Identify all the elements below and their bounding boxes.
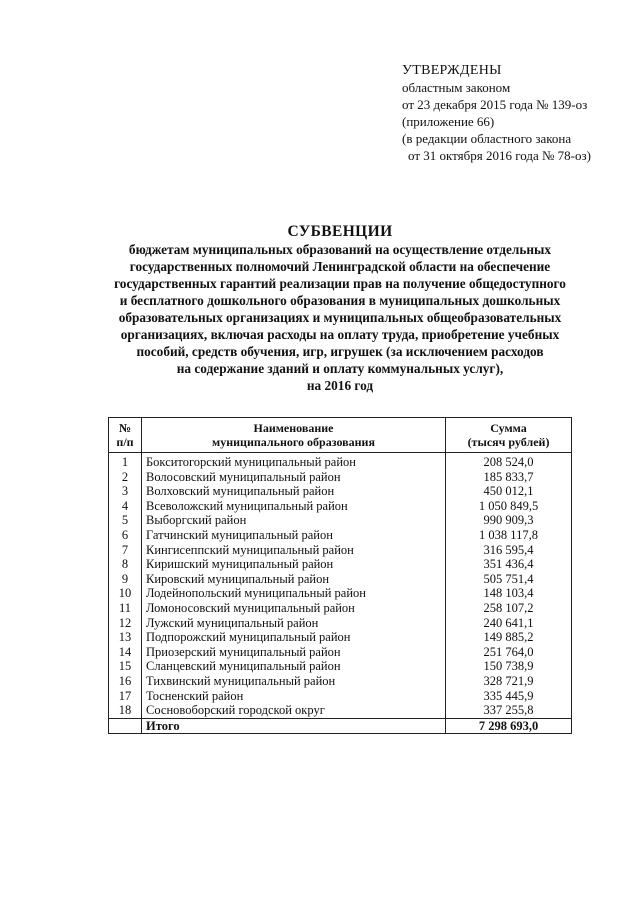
row-sum: 1 038 117,8	[446, 528, 572, 543]
row-name: Волосовский муниципальный район	[142, 470, 446, 485]
title-line: на содержание зданий и оплату коммунальных услуг),	[176, 361, 504, 376]
title-line: организациях, включая расходы на оплату труда, приобретение учебных	[120, 327, 560, 342]
row-name: Приозерский муниципальный район	[142, 645, 446, 660]
title-line: образовательных организациях и муниципальных общеобразовательных	[118, 310, 562, 325]
row-name: Тосненский район	[142, 689, 446, 704]
row-sum: 185 833,7	[446, 470, 572, 485]
row-sum: 251 764,0	[446, 645, 572, 660]
table-header-row	[109, 418, 572, 453]
row-sum: 316 595,4	[446, 543, 572, 558]
table-row	[109, 630, 572, 645]
title-line: государственных полномочий Ленинградской области на обеспечение	[129, 259, 551, 274]
row-num: 7	[109, 543, 142, 558]
row-num: 13	[109, 630, 142, 645]
table-row	[109, 572, 572, 587]
header-num-line1: №	[118, 421, 132, 435]
table-row	[109, 689, 572, 704]
approval-stamp	[402, 62, 591, 164]
row-num: 9	[109, 572, 142, 587]
total-label: Итого	[142, 718, 446, 734]
row-num: 10	[109, 586, 142, 601]
table-row	[109, 616, 572, 631]
header-sum-line2: (тысяч рублей)	[467, 435, 550, 449]
subventions-table	[108, 417, 572, 734]
total-sum: 7 298 693,0	[446, 718, 572, 734]
row-num: 17	[109, 689, 142, 704]
table-row	[109, 453, 572, 470]
row-name: Киришский муниципальный район	[142, 557, 446, 572]
row-num: 2	[109, 470, 142, 485]
row-sum: 240 641,1	[446, 616, 572, 631]
total-num	[109, 718, 142, 734]
header-sum	[446, 418, 572, 453]
row-sum: 148 103,4	[446, 586, 572, 601]
row-sum: 149 885,2	[446, 630, 572, 645]
table-row	[109, 470, 572, 485]
row-sum: 505 751,4	[446, 572, 572, 587]
table-row	[109, 659, 572, 674]
row-num: 4	[109, 499, 142, 514]
row-name: Бокситогорский муниципальный район	[142, 453, 446, 470]
title-line: и бесплатного дошкольного образования в муниципальных дошкольных	[119, 293, 561, 308]
title-line: бюджетам муниципальных образований на осуществление отдельных	[128, 242, 552, 257]
table-row	[109, 601, 572, 616]
header-name	[142, 418, 446, 453]
row-num: 14	[109, 645, 142, 660]
row-name: Лодейнопольский муниципальный район	[142, 586, 446, 601]
table-row	[109, 674, 572, 689]
row-num: 12	[109, 616, 142, 631]
row-name: Всеволожский муниципальный район	[142, 499, 446, 514]
row-name: Сосновоборский городской округ	[142, 703, 446, 718]
header-name-line2: муниципального образования	[212, 435, 375, 449]
row-sum: 990 909,3	[446, 513, 572, 528]
row-num: 5	[109, 513, 142, 528]
table-row	[109, 513, 572, 528]
row-name: Ломоносовский муниципальный район	[142, 601, 446, 616]
row-num: 15	[109, 659, 142, 674]
row-name: Гатчинский муниципальный район	[142, 528, 446, 543]
approval-line: от 23 декабря 2015 года № 139-оз	[402, 97, 588, 112]
row-sum: 335 445,9	[446, 689, 572, 704]
row-sum: 208 524,0	[446, 453, 572, 470]
header-num-line2: п/п	[116, 435, 134, 449]
row-num: 1	[109, 453, 142, 470]
row-num: 8	[109, 557, 142, 572]
row-num: 11	[109, 601, 142, 616]
row-name: Тихвинский муниципальный район	[142, 674, 446, 689]
header-num	[109, 418, 142, 453]
table-row	[109, 557, 572, 572]
row-sum: 337 255,8	[446, 703, 572, 718]
table-row	[109, 645, 572, 660]
row-name: Подпорожский муниципальный район	[142, 630, 446, 645]
row-name: Кингисеппский муниципальный район	[142, 543, 446, 558]
row-name: Кировский муниципальный район	[142, 572, 446, 587]
row-name: Лужский муниципальный район	[142, 616, 446, 631]
approval-line: (приложение 66)	[402, 114, 495, 129]
approval-line: от 31 октября 2016 года № 78-оз)	[408, 148, 591, 163]
title-line: пособий, средств обучения, игр, игрушек (за исключением расходов	[136, 344, 544, 359]
title-main: СУБВЕНЦИИ	[287, 223, 393, 240]
table-row	[109, 703, 572, 718]
row-sum: 150 738,9	[446, 659, 572, 674]
row-name: Сланцевский муниципальный район	[142, 659, 446, 674]
row-name: Волховский муниципальный район	[142, 484, 446, 499]
approval-line: областным законом	[402, 80, 511, 95]
row-sum: 450 012,1	[446, 484, 572, 499]
table-row	[109, 543, 572, 558]
row-num: 6	[109, 528, 142, 543]
document-title	[90, 222, 590, 394]
row-sum: 351 436,4	[446, 557, 572, 572]
table-row	[109, 499, 572, 514]
title-line: на 2016 год	[306, 378, 374, 393]
row-sum: 1 050 849,5	[446, 499, 572, 514]
approval-line: (в редакции областного закона	[402, 131, 572, 146]
header-name-line1: Наименование	[253, 421, 334, 435]
row-num: 18	[109, 703, 142, 718]
total-row	[109, 718, 572, 734]
table-row	[109, 528, 572, 543]
row-sum: 258 107,2	[446, 601, 572, 616]
table-row	[109, 586, 572, 601]
table-row	[109, 484, 572, 499]
row-num: 3	[109, 484, 142, 499]
row-name: Выборгский район	[142, 513, 446, 528]
approval-heading: УТВЕРЖДЕНЫ	[402, 63, 502, 78]
header-sum-line1: Сумма	[490, 421, 527, 435]
row-num: 16	[109, 674, 142, 689]
title-line: государственных гарантий реализации прав на получение общедоступного	[114, 276, 566, 291]
row-sum: 328 721,9	[446, 674, 572, 689]
